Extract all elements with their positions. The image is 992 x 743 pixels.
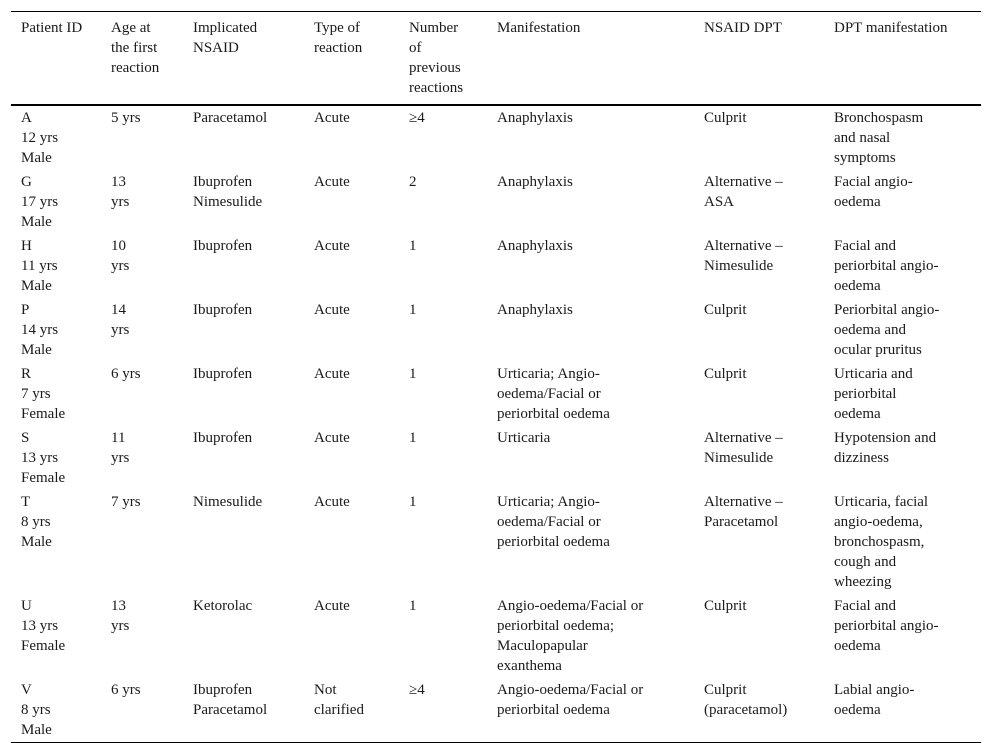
age-first-reaction-cell bbox=[101, 678, 183, 743]
age-first-reaction-cell bbox=[101, 105, 183, 170]
cell-text-line: periorbital bbox=[834, 386, 897, 402]
cell-text-line: oedema bbox=[834, 194, 881, 210]
cell-text-line: Culprit bbox=[704, 366, 747, 382]
previous-reactions-cell bbox=[399, 426, 487, 490]
table-row bbox=[11, 594, 981, 678]
dpt-manifestation-cell bbox=[824, 170, 981, 234]
reaction-type-cell bbox=[304, 678, 399, 743]
cell-text-line: 13 bbox=[111, 598, 126, 614]
manifestation-cell bbox=[487, 298, 694, 362]
previous-reactions-cell bbox=[399, 170, 487, 234]
cell-text-line: Anaphylaxis bbox=[497, 302, 573, 318]
cell-text-line: oedema bbox=[834, 278, 881, 294]
dpt-manifestation-cell bbox=[824, 234, 981, 298]
cell-text-line: periorbital oedema bbox=[497, 702, 610, 718]
patient-id-cell bbox=[11, 170, 101, 234]
cell-text-line: Angio-oedema/Facial or bbox=[497, 598, 644, 614]
nsaid-dpt-cell bbox=[694, 170, 824, 234]
manifestation-cell bbox=[487, 170, 694, 234]
cell-text-line: G bbox=[21, 174, 32, 190]
cell-text-line: Acute bbox=[314, 494, 350, 510]
implicated-nsaid-header bbox=[183, 12, 304, 106]
manifestation-cell bbox=[487, 362, 694, 426]
cell-text-line: yrs bbox=[111, 450, 130, 466]
nsaid-dpt-cell bbox=[694, 105, 824, 170]
cell-text-line: Ibuprofen bbox=[193, 174, 253, 190]
cell-text-line: Acute bbox=[314, 598, 350, 614]
dpt-manifestation-cell bbox=[824, 362, 981, 426]
dpt-manifestation-cell bbox=[824, 105, 981, 170]
cell-text-line: Anaphylaxis bbox=[497, 238, 573, 254]
table-row bbox=[11, 298, 981, 362]
cell-text-line: Hypotension and bbox=[834, 430, 937, 446]
nsaid-dpt-cell bbox=[694, 490, 824, 594]
implicated-nsaid-cell bbox=[183, 298, 304, 362]
header-text-line: Manifestation bbox=[497, 20, 581, 36]
previous-reactions-cell bbox=[399, 678, 487, 743]
cell-text-line: A bbox=[21, 110, 32, 126]
reaction-type-cell bbox=[304, 362, 399, 426]
cell-text-line: bronchospasm, bbox=[834, 534, 925, 550]
cell-text-line: 14 yrs bbox=[21, 322, 59, 338]
header-text-line: of bbox=[409, 40, 422, 56]
patient-id-cell bbox=[11, 678, 101, 743]
cell-text-line: Male bbox=[21, 722, 52, 738]
nsaid-dpt-cell bbox=[694, 298, 824, 362]
cell-text-line: Culprit bbox=[704, 682, 747, 698]
cell-text-line: Acute bbox=[314, 366, 350, 382]
cell-text-line: 1 bbox=[409, 598, 417, 614]
cell-text-line: Angio-oedema/Facial or bbox=[497, 682, 644, 698]
cell-text-line: Nimesulide bbox=[704, 450, 774, 466]
header-text-line: reactions bbox=[409, 80, 464, 96]
cell-text-line: yrs bbox=[111, 322, 130, 338]
manifestation-cell bbox=[487, 105, 694, 170]
reaction-type-cell bbox=[304, 170, 399, 234]
cell-text-line: Periorbital angio- bbox=[834, 302, 940, 318]
patient-id-cell bbox=[11, 490, 101, 594]
cell-text-line: 11 bbox=[111, 430, 126, 446]
table-row bbox=[11, 234, 981, 298]
cell-text-line: Acute bbox=[314, 110, 350, 126]
cell-text-line: periorbital oedema bbox=[497, 406, 610, 422]
dpt-manifestation-cell bbox=[824, 490, 981, 594]
previous-reactions-cell bbox=[399, 594, 487, 678]
cell-text-line: Urticaria; Angio- bbox=[497, 494, 600, 510]
implicated-nsaid-cell bbox=[183, 105, 304, 170]
cell-text-line: Facial angio- bbox=[834, 174, 913, 190]
reaction-type-cell bbox=[304, 490, 399, 594]
manifestation-cell bbox=[487, 234, 694, 298]
cell-text-line: Paracetamol bbox=[704, 514, 779, 530]
implicated-nsaid-cell bbox=[183, 594, 304, 678]
cell-text-line: Acute bbox=[314, 174, 350, 190]
cell-text-line: Alternative – bbox=[704, 430, 783, 446]
patient-id-cell bbox=[11, 362, 101, 426]
header-text-line: Age at bbox=[111, 20, 151, 36]
cell-text-line: Facial and bbox=[834, 598, 897, 614]
cell-text-line: Acute bbox=[314, 238, 350, 254]
cell-text-line: oedema and bbox=[834, 322, 907, 338]
previous-reactions-cell bbox=[399, 490, 487, 594]
patient-id-cell bbox=[11, 594, 101, 678]
nsaid-dpt-cell bbox=[694, 426, 824, 490]
reaction-type-cell bbox=[304, 105, 399, 170]
cell-text-line: (paracetamol) bbox=[704, 702, 788, 718]
cell-text-line: Urticaria and bbox=[834, 366, 913, 382]
header-text-line: Number bbox=[409, 20, 459, 36]
cell-text-line: 1 bbox=[409, 430, 417, 446]
implicated-nsaid-cell bbox=[183, 234, 304, 298]
previous-reactions-header bbox=[399, 12, 487, 106]
cell-text-line: 7 yrs bbox=[111, 494, 141, 510]
cell-text-line: 1 bbox=[409, 494, 417, 510]
age-first-reaction-cell bbox=[101, 594, 183, 678]
implicated-nsaid-cell bbox=[183, 426, 304, 490]
table-row bbox=[11, 105, 981, 170]
nsaid-dpt-cell bbox=[694, 362, 824, 426]
cell-text-line: angio-oedema, bbox=[834, 514, 923, 530]
implicated-nsaid-cell bbox=[183, 170, 304, 234]
reaction-type-cell bbox=[304, 234, 399, 298]
cell-text-line: periorbital angio- bbox=[834, 258, 939, 274]
cell-text-line: 8 yrs bbox=[21, 514, 51, 530]
cell-text-line: Nimesulide bbox=[704, 258, 774, 274]
cell-text-line: Ibuprofen bbox=[193, 430, 253, 446]
cell-text-line: Female bbox=[21, 638, 66, 654]
header-text-line: reaction bbox=[314, 40, 363, 56]
header-text-line: Implicated bbox=[193, 20, 258, 36]
nsaid-dpt-cell bbox=[694, 234, 824, 298]
cell-text-line: cough and bbox=[834, 554, 897, 570]
dpt-manifestation-cell bbox=[824, 298, 981, 362]
cell-text-line: Female bbox=[21, 470, 66, 486]
age-first-reaction-cell bbox=[101, 170, 183, 234]
table-row bbox=[11, 362, 981, 426]
cell-text-line: Male bbox=[21, 278, 52, 294]
previous-reactions-cell bbox=[399, 362, 487, 426]
manifestation-cell bbox=[487, 426, 694, 490]
cell-text-line: Alternative – bbox=[704, 174, 783, 190]
cell-text-line: Urticaria; Angio- bbox=[497, 366, 600, 382]
cell-text-line: 5 yrs bbox=[111, 110, 141, 126]
cell-text-line: Nimesulide bbox=[193, 194, 263, 210]
nsaid-dpt-cell bbox=[694, 678, 824, 743]
header-text-line: Patient ID bbox=[21, 20, 83, 36]
age-first-reaction-cell bbox=[101, 298, 183, 362]
cell-text-line: oedema bbox=[834, 406, 881, 422]
cell-text-line: yrs bbox=[111, 258, 130, 274]
previous-reactions-cell bbox=[399, 298, 487, 362]
cell-text-line: Anaphylaxis bbox=[497, 174, 573, 190]
cell-text-line: 13 yrs bbox=[21, 450, 59, 466]
age-first-reaction-cell bbox=[101, 362, 183, 426]
nsaid-dpt-cell bbox=[694, 594, 824, 678]
cell-text-line: yrs bbox=[111, 618, 130, 634]
manifestation-header bbox=[487, 12, 694, 106]
header-row bbox=[11, 12, 981, 106]
cell-text-line: 6 yrs bbox=[111, 682, 141, 698]
cell-text-line: yrs bbox=[111, 194, 130, 210]
cell-text-line: Ketorolac bbox=[193, 598, 253, 614]
header-text-line: DPT manifestation bbox=[834, 20, 948, 36]
implicated-nsaid-cell bbox=[183, 490, 304, 594]
cell-text-line: 13 yrs bbox=[21, 618, 59, 634]
cell-text-line: clarified bbox=[314, 702, 364, 718]
cell-text-line: Male bbox=[21, 150, 52, 166]
manifestation-cell bbox=[487, 490, 694, 594]
patient-id-cell bbox=[11, 234, 101, 298]
cell-text-line: 13 bbox=[111, 174, 126, 190]
cell-text-line: 1 bbox=[409, 302, 417, 318]
cell-text-line: 7 yrs bbox=[21, 386, 51, 402]
cell-text-line: V bbox=[21, 682, 32, 698]
cell-text-line: ocular pruritus bbox=[834, 342, 922, 358]
cell-text-line: symptoms bbox=[834, 150, 896, 166]
cell-text-line: Paracetamol bbox=[193, 702, 268, 718]
age-first-reaction-cell bbox=[101, 426, 183, 490]
cell-text-line: Male bbox=[21, 342, 52, 358]
implicated-nsaid-cell bbox=[183, 362, 304, 426]
header-text-line: NSAID bbox=[193, 40, 239, 56]
cell-text-line: 12 yrs bbox=[21, 130, 59, 146]
patient-id-cell bbox=[11, 105, 101, 170]
cell-text-line: U bbox=[21, 598, 32, 614]
cell-text-line: oedema/Facial or bbox=[497, 386, 601, 402]
previous-reactions-cell bbox=[399, 105, 487, 170]
cell-text-line: 8 yrs bbox=[21, 702, 51, 718]
header-text-line: previous bbox=[409, 60, 461, 76]
cell-text-line: Acute bbox=[314, 302, 350, 318]
cell-text-line: oedema bbox=[834, 638, 881, 654]
cell-text-line: Culprit bbox=[704, 302, 747, 318]
reaction-type-cell bbox=[304, 426, 399, 490]
cell-text-line: 14 bbox=[111, 302, 126, 318]
reaction-type-header bbox=[304, 12, 399, 106]
implicated-nsaid-cell bbox=[183, 678, 304, 743]
patient-id-cell bbox=[11, 298, 101, 362]
cell-text-line: periorbital oedema; bbox=[497, 618, 615, 634]
cell-text-line: Culprit bbox=[704, 110, 747, 126]
cell-text-line: Labial angio- bbox=[834, 682, 915, 698]
table-row bbox=[11, 170, 981, 234]
cell-text-line: Ibuprofen bbox=[193, 302, 253, 318]
table-body bbox=[11, 105, 981, 743]
cell-text-line: R bbox=[21, 366, 32, 382]
cell-text-line: Ibuprofen bbox=[193, 366, 253, 382]
previous-reactions-cell bbox=[399, 234, 487, 298]
cell-text-line: 6 yrs bbox=[111, 366, 141, 382]
nsaid-reaction-table bbox=[11, 11, 981, 743]
cell-text-line: periorbital oedema bbox=[497, 534, 610, 550]
cell-text-line: wheezing bbox=[834, 574, 892, 590]
cell-text-line: oedema bbox=[834, 702, 881, 718]
manifestation-cell bbox=[487, 594, 694, 678]
table-header bbox=[11, 12, 981, 106]
cell-text-line: Culprit bbox=[704, 598, 747, 614]
dpt-manifestation-cell bbox=[824, 678, 981, 743]
cell-text-line: Not bbox=[314, 682, 337, 698]
table-row bbox=[11, 426, 981, 490]
age-first-reaction-cell bbox=[101, 234, 183, 298]
dpt-manifestation-cell bbox=[824, 594, 981, 678]
cell-text-line: Bronchospasm bbox=[834, 110, 924, 126]
nsaid-dpt-header bbox=[694, 12, 824, 106]
cell-text-line: Male bbox=[21, 214, 52, 230]
cell-text-line: Alternative – bbox=[704, 494, 783, 510]
cell-text-line: Facial and bbox=[834, 238, 897, 254]
cell-text-line: Paracetamol bbox=[193, 110, 268, 126]
cell-text-line: Anaphylaxis bbox=[497, 110, 573, 126]
cell-text-line: and nasal bbox=[834, 130, 891, 146]
cell-text-line: H bbox=[21, 238, 32, 254]
cell-text-line: 2 bbox=[409, 174, 417, 190]
reaction-type-cell bbox=[304, 298, 399, 362]
header-text-line: reaction bbox=[111, 60, 160, 76]
table-row bbox=[11, 678, 981, 743]
cell-text-line: Female bbox=[21, 406, 66, 422]
cell-text-line: Ibuprofen bbox=[193, 682, 253, 698]
age-first-reaction-header bbox=[101, 12, 183, 106]
manifestation-cell bbox=[487, 678, 694, 743]
cell-text-line: Nimesulide bbox=[193, 494, 263, 510]
header-text-line: Type of bbox=[314, 20, 361, 36]
cell-text-line: S bbox=[21, 430, 30, 446]
cell-text-line: ASA bbox=[704, 194, 735, 210]
patient-id-cell bbox=[11, 426, 101, 490]
table-row bbox=[11, 490, 981, 594]
cell-text-line: periorbital angio- bbox=[834, 618, 939, 634]
cell-text-line: Urticaria bbox=[497, 430, 551, 446]
cell-text-line: 17 yrs bbox=[21, 194, 59, 210]
nsaid-reaction-table-wrapper bbox=[11, 11, 981, 743]
cell-text-line: Ibuprofen bbox=[193, 238, 253, 254]
dpt-manifestation-cell bbox=[824, 426, 981, 490]
cell-text-line: 11 yrs bbox=[21, 258, 58, 274]
cell-text-line: 10 bbox=[111, 238, 126, 254]
patient-id-header bbox=[11, 12, 101, 106]
cell-text-line: Urticaria, facial bbox=[834, 494, 929, 510]
cell-text-line: Male bbox=[21, 534, 52, 550]
cell-text-line: P bbox=[21, 302, 30, 318]
cell-text-line: ≥4 bbox=[409, 110, 425, 126]
header-text-line: NSAID DPT bbox=[704, 20, 782, 36]
dpt-manifestation-header bbox=[824, 12, 981, 106]
reaction-type-cell bbox=[304, 594, 399, 678]
cell-text-line: 1 bbox=[409, 366, 417, 382]
header-text-line: the first bbox=[111, 40, 158, 56]
cell-text-line: 1 bbox=[409, 238, 417, 254]
cell-text-line: Alternative – bbox=[704, 238, 783, 254]
age-first-reaction-cell bbox=[101, 490, 183, 594]
cell-text-line: Acute bbox=[314, 430, 350, 446]
cell-text-line: T bbox=[21, 494, 31, 510]
cell-text-line: dizziness bbox=[834, 450, 889, 466]
cell-text-line: ≥4 bbox=[409, 682, 425, 698]
cell-text-line: exanthema bbox=[497, 658, 562, 674]
cell-text-line: oedema/Facial or bbox=[497, 514, 601, 530]
cell-text-line: Maculopapular bbox=[497, 638, 588, 654]
